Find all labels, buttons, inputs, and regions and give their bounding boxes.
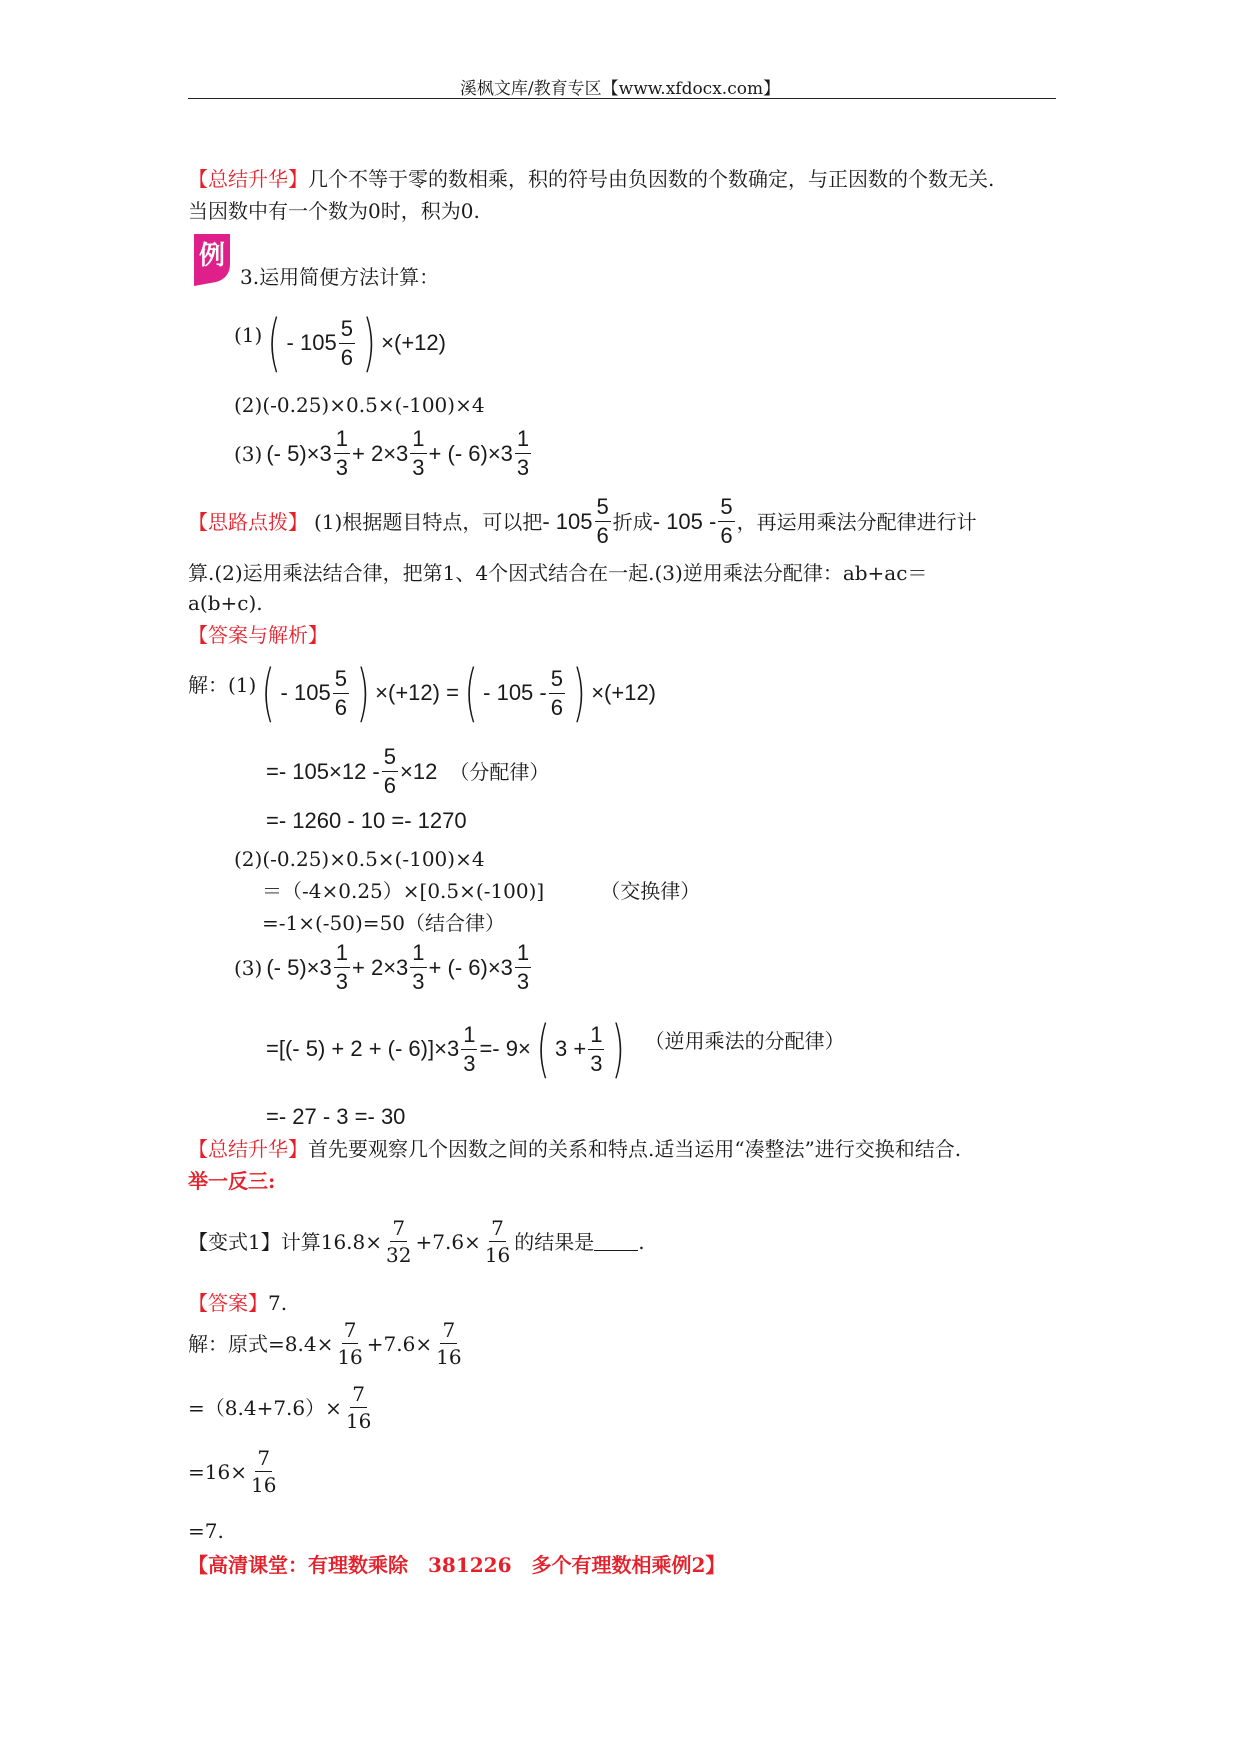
frac-num: 1	[588, 1024, 604, 1050]
example-title: 3.运用简便方法计算：	[240, 265, 440, 289]
s3-label: (3)	[234, 955, 263, 980]
practice-solution-2	[188, 1384, 375, 1431]
s1-term: - 105	[280, 680, 331, 705]
frac-den: 16	[250, 1473, 277, 1497]
variant-text-c: 的结果是	[514, 1229, 595, 1254]
s1-term-2: - 105 -	[483, 680, 547, 705]
frac-num: 5	[382, 746, 398, 772]
frac-num: 1	[461, 1024, 477, 1050]
frac-den: 16	[484, 1243, 511, 1267]
frac-num: 1	[515, 942, 531, 968]
problem-3	[234, 428, 533, 479]
answer-tag: 【答案与解析】	[188, 623, 328, 647]
summary-line-2: 当因数中有一个数为0时，积为0.	[188, 199, 480, 223]
p3-frac-b	[410, 428, 426, 479]
p3-term-b: + 2×3	[352, 440, 409, 466]
hint-text-a: (1)根据题目特点，可以把	[314, 509, 543, 534]
solution-1-line-2	[266, 746, 549, 797]
p1-term: - 105	[286, 330, 337, 355]
frac-den: 6	[340, 344, 353, 370]
frac-num: 1	[515, 428, 531, 454]
frac-num: 1	[334, 942, 350, 968]
frac-den: 6	[720, 523, 733, 548]
problem-3-label: (3)	[234, 441, 263, 466]
s3-l2-a: =[(- 5) + 2 + (- 6)]×3	[266, 1036, 460, 1061]
solution-3-line-3: =- 27 - 3 =- 30	[266, 1104, 406, 1129]
s1-frac	[333, 665, 349, 720]
frac-num: 7	[442, 1318, 456, 1342]
p3-frac-a	[334, 428, 350, 479]
solution-3-line-1	[234, 942, 533, 993]
solution-2-line-3: =-1×(-50)=50（结合律）	[262, 911, 506, 935]
frac-den: 3	[463, 1050, 476, 1076]
s1-l2-note: （分配律）	[449, 759, 550, 784]
frac-den: 6	[383, 773, 396, 798]
frac-num: 1	[410, 942, 426, 968]
badge-text: 例	[198, 241, 226, 271]
frac-num: 7	[491, 1216, 504, 1240]
course-reference: 【高清课堂：有理数乘除 381226 多个有理数相乘例2】	[188, 1553, 726, 1577]
s1-l2-frac	[382, 746, 398, 797]
p3-term-c: + (- 6)×3	[428, 440, 513, 466]
s3-l2-frac	[461, 1021, 477, 1076]
frac-den: 3	[516, 969, 530, 994]
frac-den: 16	[345, 1409, 372, 1433]
summary-2-tag: 【总结升华】	[188, 1137, 308, 1161]
s1-mid: ×(+12) =	[375, 680, 459, 705]
frac-num: 7	[392, 1216, 406, 1240]
practice-solution-3	[188, 1448, 280, 1495]
s3-term-c: + (- 6)×3	[428, 954, 513, 980]
hint-line-3: a(b+c).	[188, 591, 263, 615]
hint-tag: 【思路点拨】	[188, 509, 308, 534]
sol-1-frac-a	[335, 1320, 364, 1367]
s3-l2-c: 3 +	[555, 1036, 587, 1061]
problem-1	[234, 306, 446, 379]
s3-l2-frac-2	[588, 1021, 604, 1076]
paren-close: )	[356, 656, 370, 729]
frac-den: 3	[412, 969, 425, 994]
hint-term: - 105	[542, 508, 593, 534]
frac-den: 3	[335, 969, 349, 994]
sol-3-frac	[249, 1448, 278, 1495]
s2-l2-expr: ＝（-4×0.25）×[0.5×(-100)]	[262, 879, 545, 903]
s1-end: ×(+12)	[591, 680, 657, 705]
solution-3-line-2	[266, 1012, 845, 1085]
hint-line-2: 算.(2)运用乘法结合律，把第1、4个因式结合在一起.(3)逆用乘法分配律：ab+ac＝	[188, 561, 928, 585]
variant-tag: 【变式1】	[188, 1229, 281, 1254]
answer-blank	[594, 1232, 638, 1251]
frac-num: 7	[352, 1382, 365, 1406]
paren-close: )	[611, 1012, 626, 1085]
frac-num: 5	[718, 496, 734, 522]
s3-frac-b	[410, 942, 426, 993]
s3-term-b: + 2×3	[352, 954, 409, 980]
hint-frac-1	[595, 496, 611, 547]
variant-text-b: +7.6×	[415, 1229, 481, 1254]
practice-heading: 举一反三:	[188, 1169, 276, 1193]
s3-l2-note: （逆用乘法的分配律）	[644, 1029, 845, 1053]
p3-term-a: (- 5)×3	[266, 440, 332, 466]
solution-2-line-2	[262, 878, 700, 904]
sol-2-a: =（8.4+7.6）×	[188, 1395, 342, 1420]
frac-num: 5	[339, 318, 355, 344]
variant-question	[188, 1218, 645, 1265]
s3-term-a: (- 5)×3	[266, 954, 332, 980]
frac-den: 3	[335, 455, 349, 480]
s1-l2-b: ×12	[400, 758, 438, 784]
frac-num: 1	[410, 428, 426, 454]
frac-den: 32	[386, 1243, 412, 1267]
frac-num: 1	[334, 428, 350, 454]
frac-den: 3	[412, 455, 425, 480]
practice-solution-1	[188, 1320, 466, 1367]
summary-line-1: 几个不等于零的数相乘，积的符号由负因数的个数确定，与正因数的个数无关.	[308, 167, 995, 191]
sol-2-frac	[344, 1384, 373, 1431]
sol-3-a: =16×	[188, 1459, 247, 1484]
solution-2-line-1: (2)(-0.25)×0.5×(-100)×4	[234, 847, 485, 871]
frac-num: 5	[333, 668, 349, 694]
paren-open: (	[536, 1012, 550, 1085]
hint-text-c: 折成	[612, 509, 653, 534]
summary-2-text: 首先要观察几个因数之间的关系和特点.适当运用“凑整法”进行交换和结合.	[308, 1137, 962, 1161]
practice-answer-tag: 【答案】	[188, 1291, 268, 1315]
frac-den: 6	[596, 523, 609, 548]
summary-2	[188, 1136, 961, 1162]
p1-fraction	[339, 315, 355, 370]
frac-den: 6	[334, 694, 347, 720]
paren-open: (	[267, 306, 282, 379]
sol-1-b: +7.6×	[366, 1331, 433, 1356]
sol-1-frac-b	[434, 1320, 463, 1367]
summary-1	[188, 166, 994, 192]
hint-text-e: ，再运用乘法分配律进行计	[736, 509, 977, 534]
variant-frac-1	[384, 1218, 413, 1265]
hint-term-2: - 105 -	[652, 508, 717, 534]
s1-l2-a: =- 105×12 -	[266, 758, 380, 784]
variant-text-a: 计算16.8×	[280, 1229, 383, 1254]
s2-l2-note: （交换律）	[600, 879, 701, 903]
summary-tag: 【总结升华】	[188, 167, 308, 191]
variant-frac-2	[483, 1218, 512, 1265]
frac-num: 7	[343, 1318, 357, 1342]
s3-l2-b: =- 9×	[479, 1036, 531, 1061]
paren-close: )	[362, 306, 376, 379]
solution-1-line-1	[188, 656, 657, 729]
frac-num: 5	[595, 496, 611, 522]
frac-num: 7	[257, 1446, 271, 1470]
sol-1-a: 解：原式=8.4×	[188, 1331, 334, 1356]
frac-den: 16	[436, 1345, 462, 1369]
practice-answer	[188, 1290, 287, 1316]
header-rule	[188, 98, 1056, 99]
p3-frac-c	[515, 428, 531, 479]
practice-answer-value: 7.	[268, 1291, 288, 1315]
problem-1-label: (1)	[234, 323, 263, 347]
s3-frac-a	[334, 942, 350, 993]
variant-end: .	[638, 1229, 645, 1254]
frac-num: 5	[549, 668, 565, 694]
frac-den: 16	[337, 1345, 363, 1369]
solution-1-line-3: =- 1260 - 10 =- 1270	[266, 808, 467, 833]
hint-frac-2	[718, 496, 734, 547]
frac-den: 6	[550, 694, 563, 720]
frac-den: 3	[590, 1050, 603, 1076]
s1-frac-2	[549, 665, 565, 720]
s3-frac-c	[515, 942, 531, 993]
frac-den: 3	[516, 455, 530, 480]
solution-label: 解：(1)	[188, 673, 257, 697]
example-badge-icon	[190, 230, 234, 286]
page-header: 溪枫文库/教育专区【www.xfdocx.com】	[459, 79, 781, 99]
p1-post: ×(+12)	[381, 330, 446, 355]
paren-open: (	[261, 656, 276, 729]
problem-2: (2)(-0.25)×0.5×(-100)×4	[234, 393, 485, 417]
paren-open: (	[464, 656, 478, 729]
practice-solution-4: =7.	[188, 1519, 224, 1543]
paren-close: )	[572, 656, 586, 729]
hint-line-1	[188, 496, 977, 547]
